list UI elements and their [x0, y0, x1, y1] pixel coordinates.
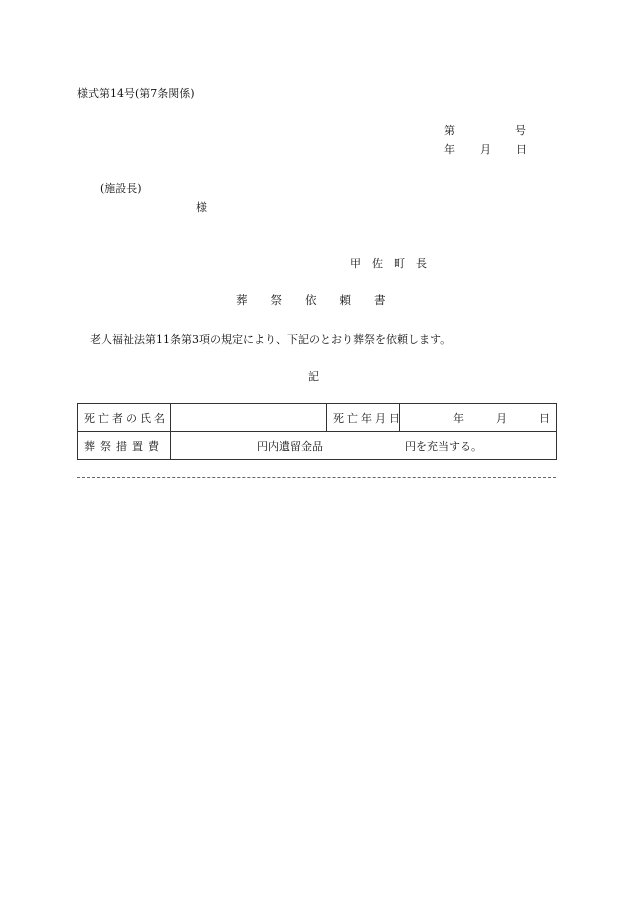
document-title: 葬祭依頼書 [236, 293, 409, 307]
deceased-name-label: 死亡者の氏名 [78, 404, 171, 432]
ki-label: 記 [308, 370, 319, 383]
body-text: 老人福祉法第11条第3項の規定により、下記のとおり葬祭を依頼します。 [90, 333, 452, 346]
table-row [78, 432, 557, 460]
table-row [78, 404, 557, 432]
date-day-label: 日 [516, 143, 527, 156]
death-date-label: 死亡年月日 [327, 404, 400, 432]
death-date-year: 年 [453, 411, 464, 425]
doc-number-prefix: 第 [444, 124, 455, 137]
doc-number-suffix: 号 [515, 124, 526, 137]
deceased-name-field[interactable] [171, 404, 327, 432]
request-table [77, 403, 557, 460]
funeral-cost-text-1: 円内遺留金品 [257, 439, 323, 453]
sender-name: 甲佐町長 [350, 257, 438, 270]
death-date-day: 日 [539, 411, 550, 425]
date-month-label: 月 [480, 143, 491, 156]
date-year-label: 年 [444, 143, 455, 156]
recipient-honorific: 様 [196, 201, 207, 214]
recipient-title: (施設長) [100, 182, 142, 195]
form-number: 様式第14号(第7条関係) [77, 87, 195, 100]
cut-line [77, 477, 556, 478]
funeral-cost-field[interactable] [171, 432, 557, 460]
funeral-cost-text-2: 円を充当する。 [405, 439, 482, 453]
death-date-field[interactable] [400, 404, 557, 432]
death-date-month: 月 [496, 411, 507, 425]
funeral-cost-label: 葬祭措置費 [78, 432, 171, 460]
